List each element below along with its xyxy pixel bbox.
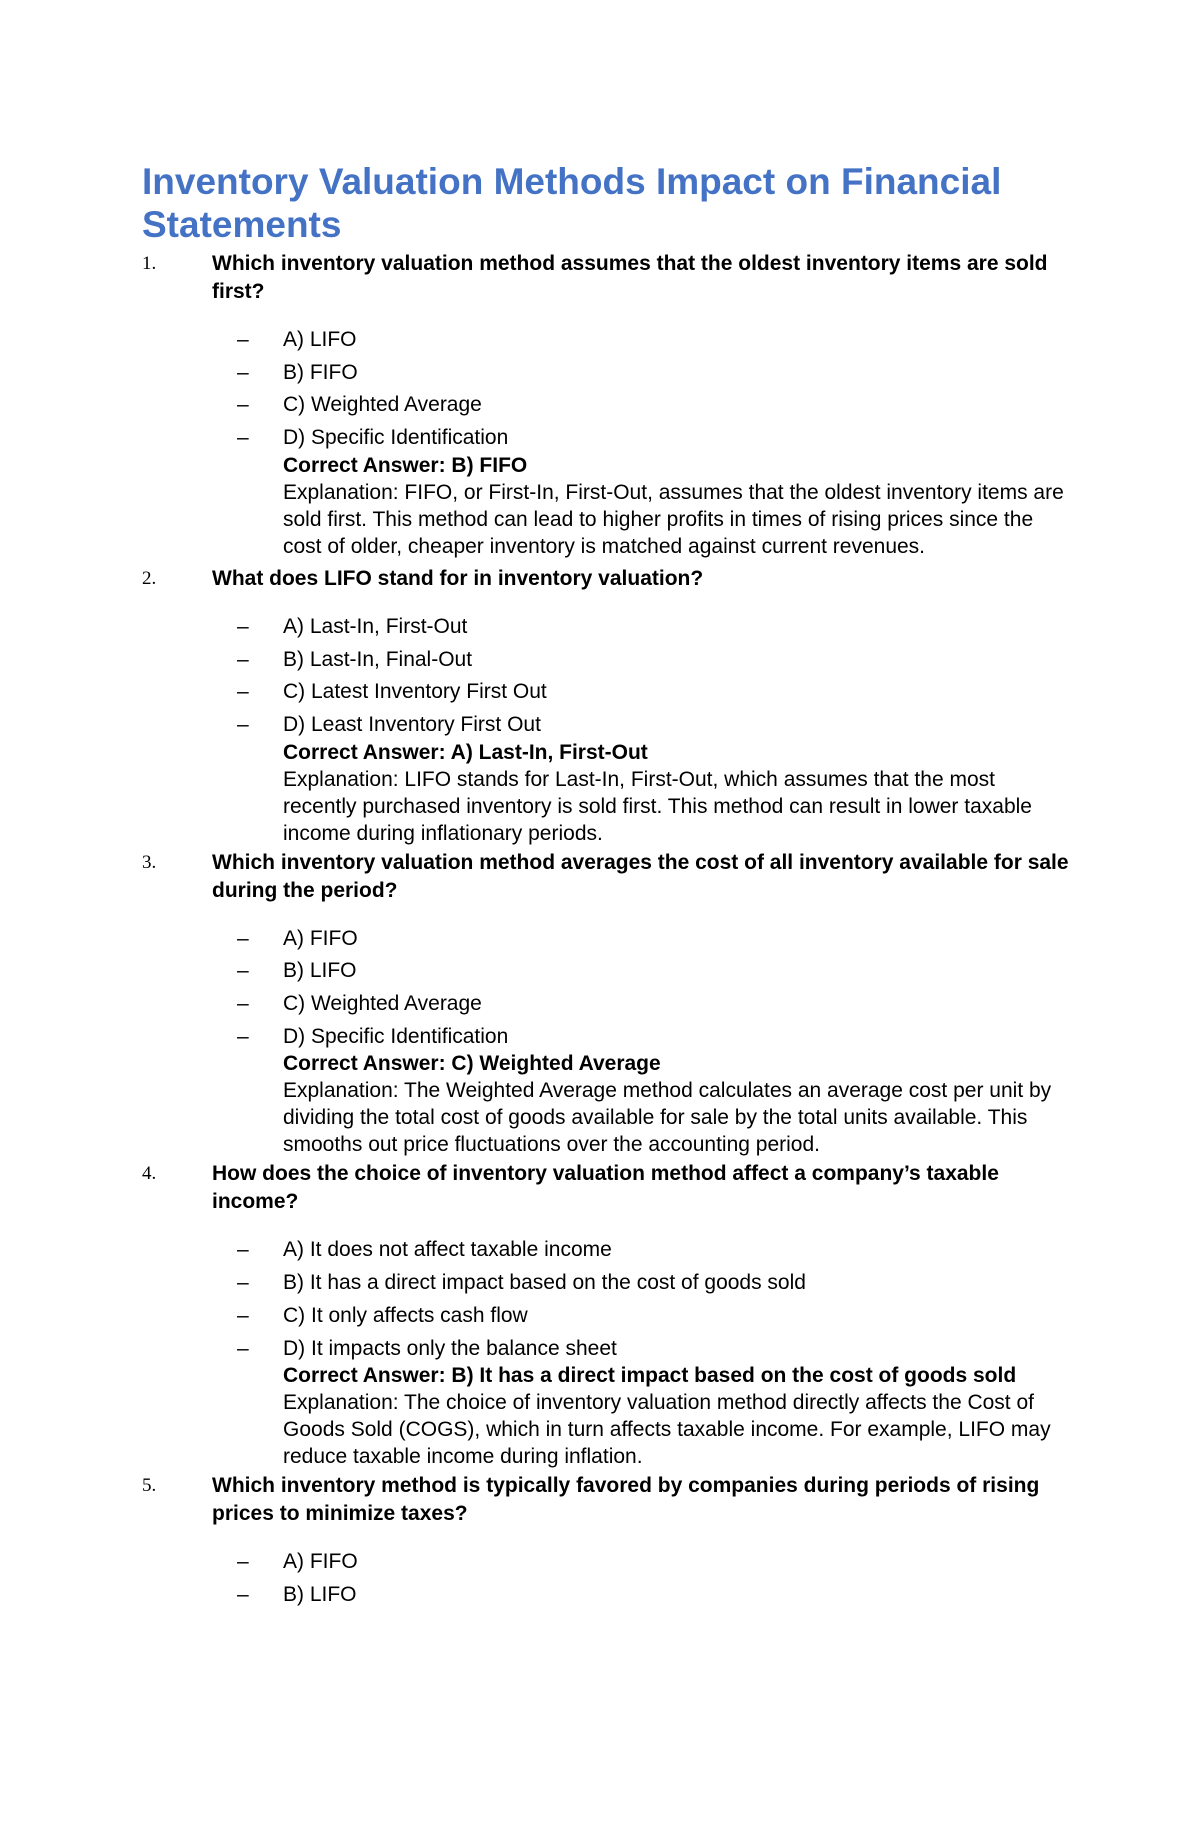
dash-bullet-icon: – (237, 1303, 249, 1327)
question-text: 5. Which inventory method is typically favored by companies during periods of rising prices to minimize taxes? (142, 1474, 1040, 1526)
dash-bullet-icon: – (237, 712, 249, 736)
correct-answer: Correct Answer: A) Last-In, First-Out (283, 740, 648, 764)
option-item: – C) It only affects cash flow (283, 1300, 1072, 1333)
question-number: 3. (142, 851, 157, 873)
dash-bullet-icon: – (237, 1238, 249, 1262)
dash-bullet-icon: – (237, 360, 249, 384)
document-title: Inventory Valuation Methods Impact on Financial Statements (142, 161, 1002, 245)
correct-answer: Correct Answer: B) It has a direct impact based on the cost of goods sold (283, 1364, 1017, 1388)
dash-bullet-icon: – (237, 426, 249, 450)
dash-bullet-icon: – (237, 393, 249, 417)
question-number: 1. (142, 253, 157, 274)
option-item: – B) It has a direct impact based on the cost of goods sold (283, 1267, 1072, 1300)
option-list (212, 1234, 1072, 1365)
option-item: – D) Least Inventory First Out (283, 709, 1072, 742)
explanation: Explanation: LIFO stands for Last-In, First-Out, which assumes that the most recently purchased inventory is sold first. This method can result in lower taxable income during inflationary periods. (283, 767, 1032, 845)
dash-bullet-icon: – (237, 926, 249, 950)
option-item: – C) Weighted Average (283, 988, 1072, 1021)
document-page (142, 160, 1072, 1612)
question-number: 2. (142, 567, 157, 589)
option-list (212, 611, 1072, 742)
question-text: 1. Which inventory valuation method assumes that the oldest inventory items are sold first? (142, 252, 1048, 303)
explanation: Explanation: FIFO, or First-In, First-Out, assumes that the oldest inventory items are sold first. This method can lead to higher profits in times of rising prices since the cost of older, cheaper inventory is matched against current revenues. (283, 480, 1064, 558)
option-item: – B) Last-In, Final-Out (283, 644, 1072, 677)
question-2 (142, 565, 1072, 847)
answer-block (212, 1050, 1072, 1158)
option-item: – B) FIFO (283, 357, 1072, 390)
question-number: 4. (142, 1163, 157, 1185)
dash-bullet-icon: – (237, 680, 249, 704)
option-item: – A) It does not affect taxable income (283, 1234, 1072, 1267)
answer-block (212, 739, 1072, 847)
correct-answer: Correct Answer: B) FIFO (283, 453, 528, 477)
option-list (212, 923, 1072, 1054)
question-text: 2. What does LIFO stand for in inventory valuation? (212, 565, 1072, 593)
option-item: – A) Last-In, First-Out (283, 611, 1072, 644)
option-item: – D) Specific Identification (283, 1021, 1072, 1054)
dash-bullet-icon: – (237, 1024, 249, 1048)
correct-answer: Correct Answer: C) Weighted Average (283, 1052, 661, 1076)
question-text: 4. How does the choice of inventory valuation method affect a company’s taxable income? (142, 1162, 999, 1214)
explanation: Explanation: The choice of inventory valuation method directly affects the Cost of Goods Sold (COGS), which in turn affects taxable income. For example, LIFO may reduce taxable income during inflation. (283, 1391, 1051, 1469)
dash-bullet-icon: – (237, 1550, 249, 1574)
option-list (212, 1546, 1072, 1611)
option-item: – B) LIFO (283, 1579, 1072, 1612)
question-5 (142, 1472, 1072, 1611)
question-4 (142, 1160, 1072, 1470)
dash-bullet-icon: – (237, 992, 249, 1016)
question-1 (142, 250, 1072, 560)
dash-bullet-icon: – (237, 1582, 249, 1606)
answer-block (212, 1362, 1072, 1470)
dash-bullet-icon: – (237, 614, 249, 638)
option-item: – D) Specific Identification (283, 422, 1072, 455)
option-item: – A) FIFO (283, 1546, 1072, 1579)
dash-bullet-icon: – (237, 1336, 249, 1360)
option-item: – C) Latest Inventory First Out (283, 676, 1072, 709)
option-item: – A) LIFO (283, 324, 1072, 357)
option-list (212, 324, 1072, 455)
dash-bullet-icon: – (237, 647, 249, 671)
option-item: – C) Weighted Average (283, 389, 1072, 422)
question-number: 5. (142, 1475, 157, 1497)
dash-bullet-icon: – (237, 328, 249, 351)
answer-block (212, 452, 1072, 560)
dash-bullet-icon: – (237, 959, 249, 983)
option-item: – B) LIFO (283, 955, 1072, 988)
question-3 (142, 849, 1072, 1159)
dash-bullet-icon: – (237, 1271, 249, 1295)
explanation: Explanation: The Weighted Average method calculates an average cost per unit by dividing the total cost of goods available for sale by the total units available. This smooths out price fluctuations over the accounting period. (283, 1079, 1052, 1157)
option-item: – D) It impacts only the balance sheet (283, 1333, 1072, 1366)
option-item: – A) FIFO (283, 923, 1072, 956)
question-text: 3. Which inventory valuation method averages the cost of all inventory available for sale during the period? (142, 850, 1069, 902)
